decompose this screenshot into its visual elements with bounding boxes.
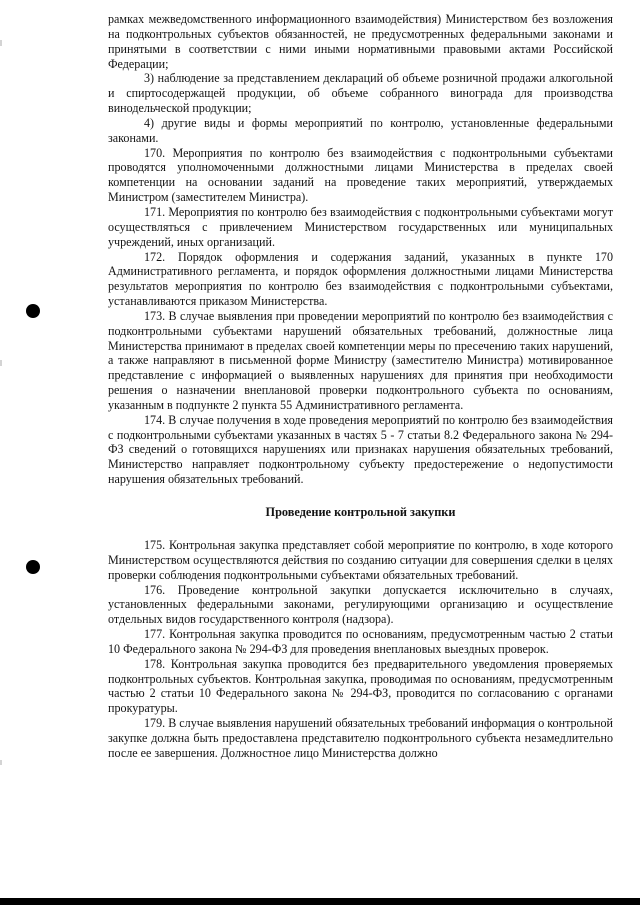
paragraph: 174. В случае получения в ходе проведения мероприятий по контролю без взаимодействия с подконтрольными субъектами указанных в частях 5 - 7 статьи 8.2 Федерального закона № 294-ФЗ сведений о готовящихся нарушениях или признаках нарушения обязательных требований, Министерство направляет подконтрольному субъекту предостережение о недопустимости нарушения обязательных требований. — [108, 412, 613, 487]
section-heading: Проведение контрольной закупки — [265, 505, 456, 519]
paragraph: рамках межведомственного информационного взаимодействия) Министерством без возложения на подконтрольных субъектов обязанностей, не предусмотренных федеральными законами и принятыми в соответствии с ними иными нормативными правовыми актами Российской Федерации; — [108, 12, 613, 71]
paragraph: 171. Мероприятия по контролю без взаимодействия с подконтрольными субъектами могут осуществляться с привлечением Министерством государственных или муниципальных учреждений, иных организаций. — [108, 204, 613, 249]
paragraph: 178. Контрольная закупка проводится без предварительного уведомления проверяемых подконтрольных субъектов. Контрольная закупка, проводимая по основаниям, предусмотренным частью 2 статьи 10 Федерального закона № 294-ФЗ, проводится по согласованию с органами прокуратуры. — [108, 656, 613, 716]
scan-bottom-band — [0, 898, 640, 905]
scan-edge-mark — [0, 760, 2, 765]
paragraph: 175. Контрольная закупка представляет собой мероприятие по контролю, в ходе которого Министерством осуществляются действия по созданию ситуации для совершения сделки в целях проверки соблюдения подконтрольными субъектами обязательных требований. — [108, 538, 613, 582]
paragraph: 170. Мероприятия по контролю без взаимодействия с подконтрольными субъектами проводятся уполномоченными должностными лицами Министерства в пределах своей компетенции на основании заданий на проведение таких мероприятий, утверждаемых Министром (заместителем Министра). — [108, 145, 613, 205]
paragraphs-after-heading — [108, 538, 613, 761]
punch-hole — [26, 560, 40, 574]
document-page — [108, 12, 613, 761]
paragraph: 176. Проведение контрольной закупки допускается исключительно в случаях, установленных федеральными законами, регулирующими организацию и осуществление отдельных видов государственного контроля (надзора). — [108, 582, 613, 627]
paragraph: 179. В случае выявления нарушений обязательных требований информация о контрольной закупке должна быть предоставлена представителю подконтрольного субъекта незамедлительно после ее завершения. Должностное лицо Министерства должно — [108, 716, 613, 760]
paragraph: 172. Порядок оформления и содержания заданий, указанных в пункте 170 Административного регламента, и порядок оформления должностными лицами Министерства результатов мероприятия по контролю без взаимодействия с подконтрольными субъектами, устанавливаются приказом Министерства. — [108, 249, 613, 309]
paragraph: 177. Контрольная закупка проводится по основаниям, предусмотренным частью 2 статьи 10 Федерального закона № 294-ФЗ для проведения внеплановых выездных проверок. — [108, 627, 613, 656]
paragraph: 3) наблюдение за представлением деклараций об объеме розничной продажи алкогольной и спиртосодержащей продукции, об объеме собранного винограда для производства винодельческой продукции; — [108, 71, 613, 116]
paragraph: 173. В случае выявления при проведении мероприятий по контролю без взаимодействия с подконтрольными субъектами нарушений обязательных требований, должностные лица Министерства принимают в пределах своей компетенции меры по пресечению таких нарушений, а также направляют в письменной форме Министру (заместителю Министра) мотивированное представление с информацией о выявленных нарушениях для принятия при необходимости решения о назначении внеплановой проверки подконтрольного субъекта по основаниям, указанным в подпункте 2 пункта 55 Административного регламента. — [108, 308, 613, 412]
paragraph: 4) другие виды и формы мероприятий по контролю, установленные федеральными законами. — [108, 115, 613, 145]
punch-hole — [26, 304, 40, 318]
scan-edge-mark — [0, 360, 2, 366]
scan-edge-mark — [0, 40, 2, 46]
paragraphs-before-heading — [108, 12, 613, 487]
